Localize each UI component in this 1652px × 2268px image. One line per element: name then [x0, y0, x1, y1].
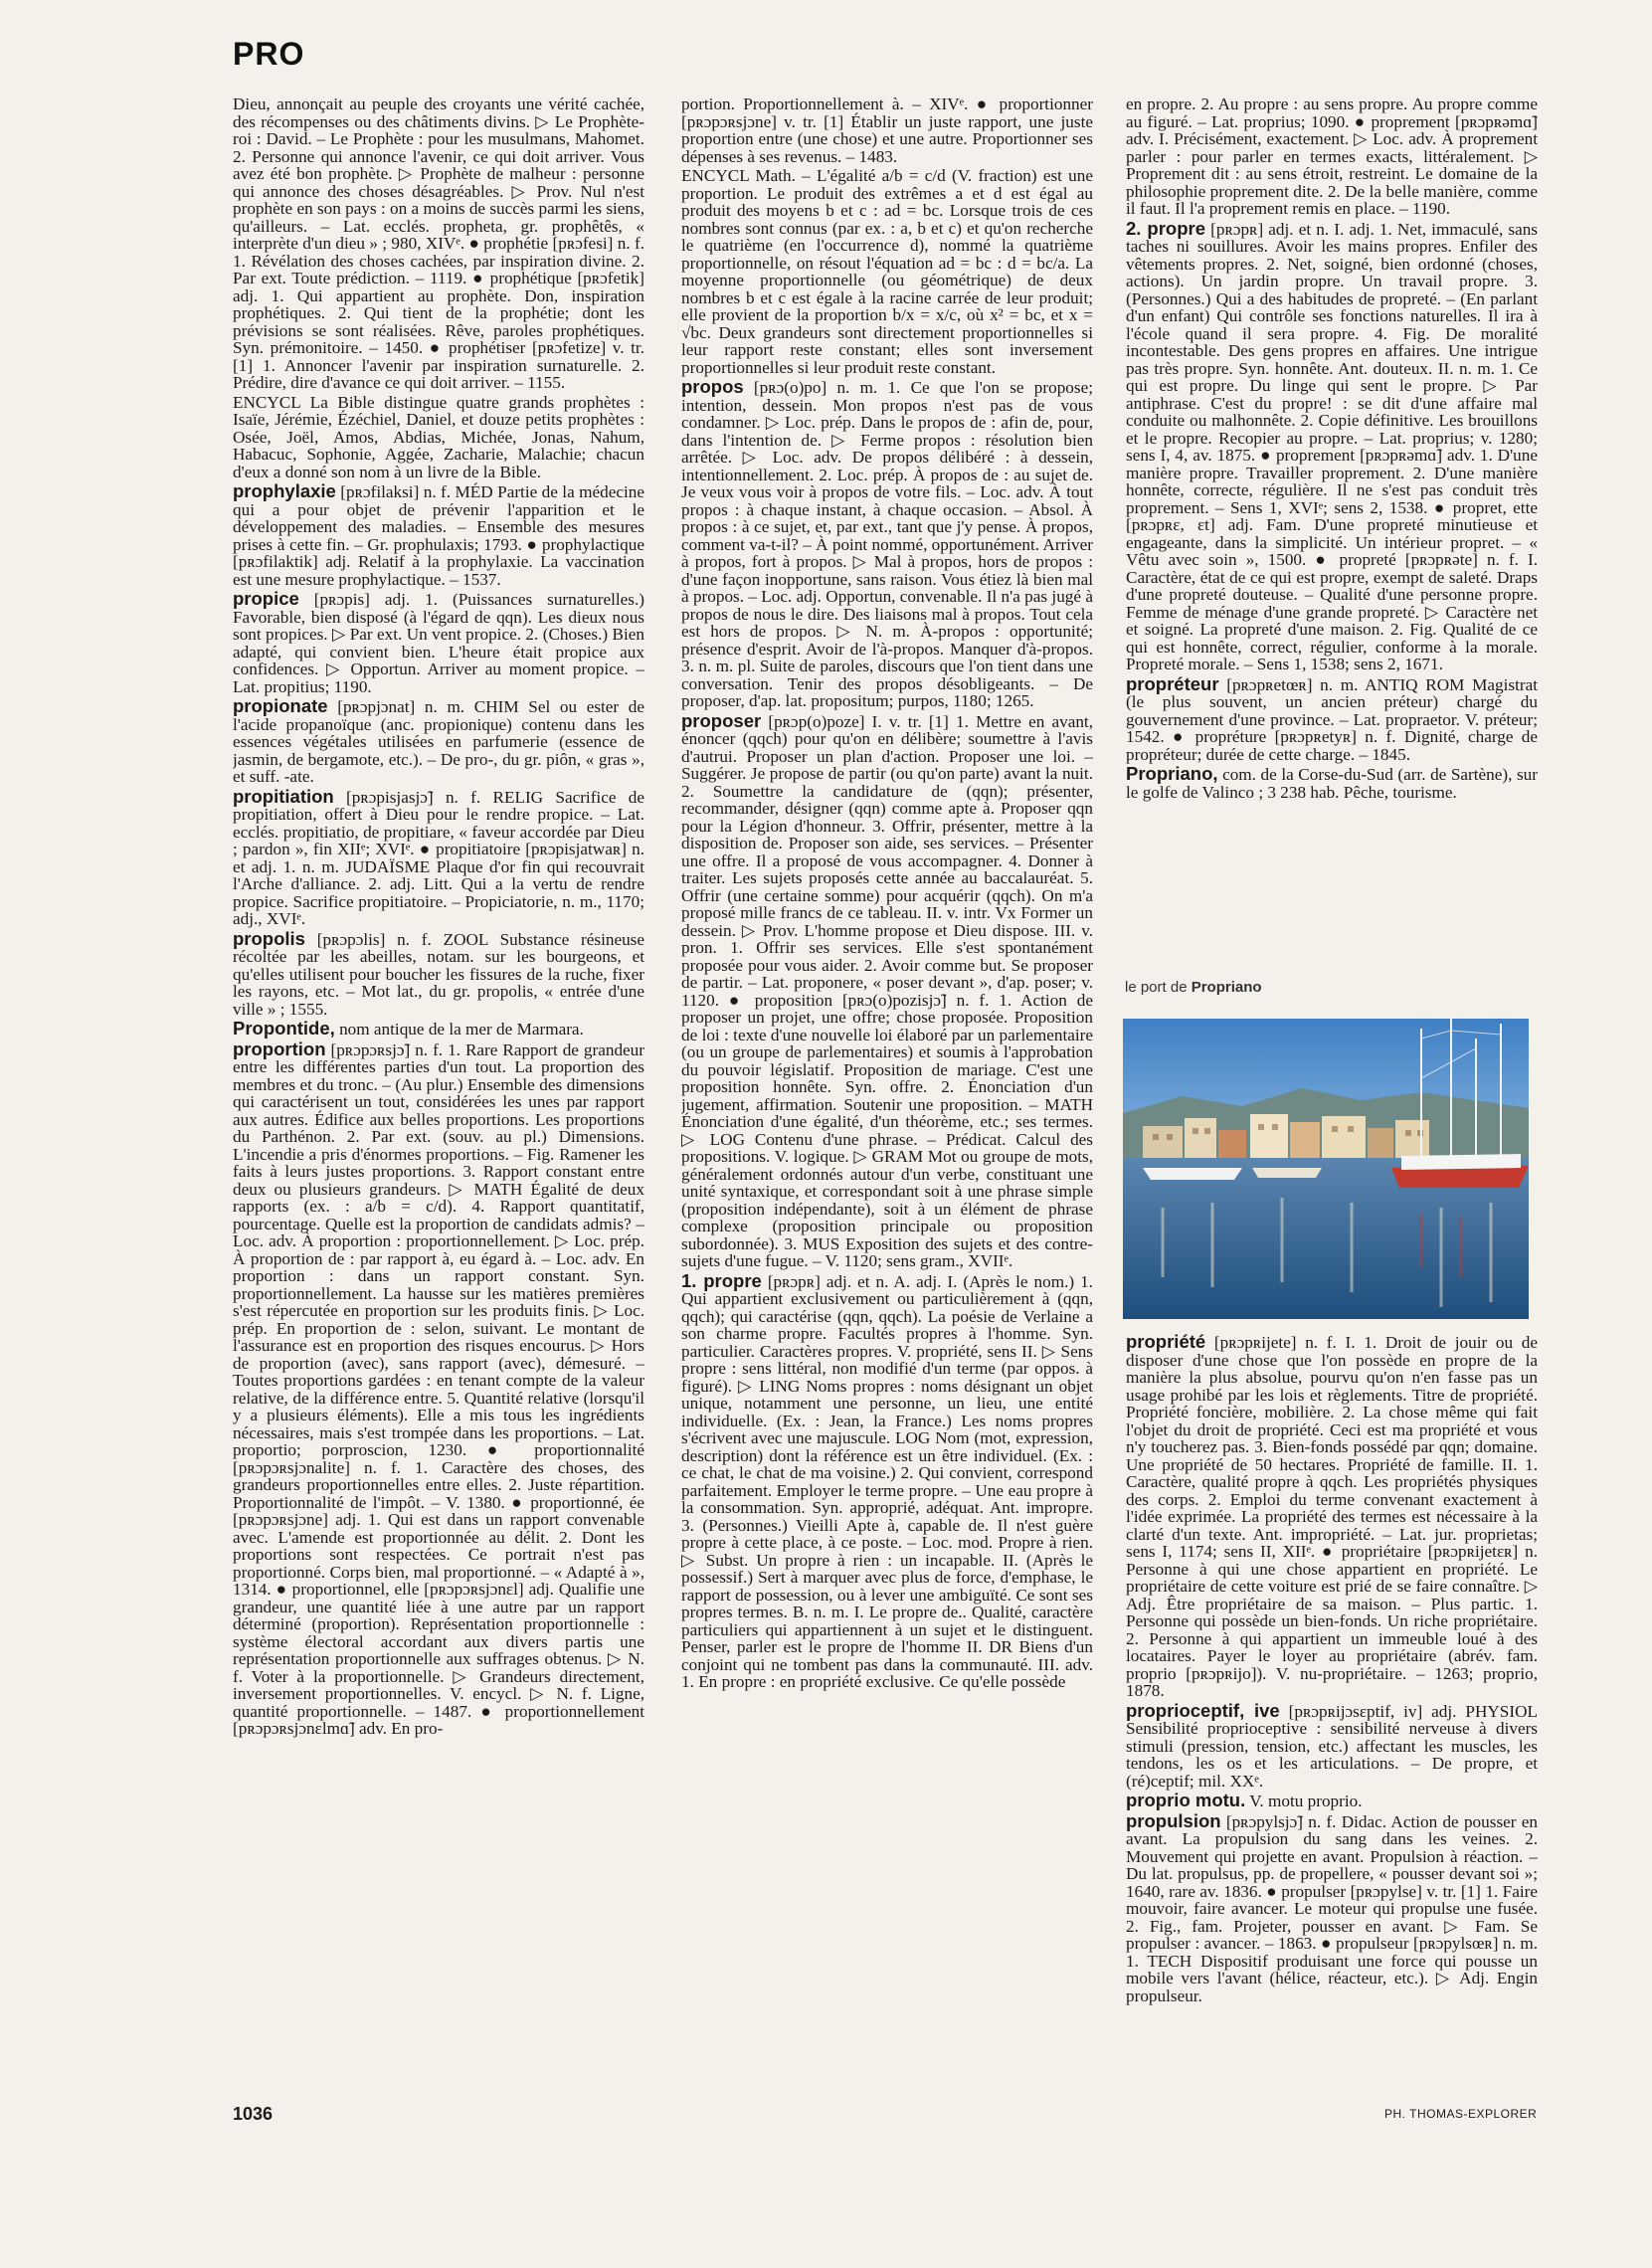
entry-text: [pʀɔ(o)po] n. m. 1. Ce que l'on se propose; intention, dessein. Mon propos n'est pas de vous condamner. ▷ Loc. prép. Dans le propos de : afin de, pour, dans l'intention de. ▷ Ferme propos : résolution bien arrêtée. ▷ Loc. adv. De propos délibéré : à dessein, intentionnellement. 2. Loc. prép. À propos de : au sujet de. Je veux vous voir à propos de votre fils. – Loc. adv. À tout propos : à chaque instant, à chaque occasion. – Absol. À propos : à ce sujet, et, par ext., tant que j'y pense. À propos, comment va-t-il? – À point nommé, opportunément. Arriver à propos, fort à propos. ▷ Mal à propos, hors de propos : d'une façon inopportune, sans raison. Vous étiez là bien mal à propos. – Loc. adj. Opportun, convenable. Il n'a pas jugé à propos de nous le dire. Des liaisons mal à propos. Tout cela est hors de propos. ▷ N. m. À-propos : opportunité; présence d'esprit. Avoir de l'à-propos. Manquer d'à-propos. 3. n. m. pl. Suite de paroles, discours que l'on tient dans une conversation. Tenir des propos désobligeants. – De proposer, d'ap. lat. propositum; purpos, 1180; 1265.	[681, 378, 1093, 710]
entry-headword: propitiation	[233, 785, 334, 807]
entry-text: com. de la Corse-du-Sud (arr. de Sartène), sur le golfe de Valinco ; 3 238 hab. Pêche, tourisme.	[1126, 765, 1538, 802]
entry-text: [pʀɔpʀ] adj. et n. I. adj. 1. Net, immaculé, sans taches ni souillures. Avoir les mains propres. Enfiler des vêtements propres. 2. Net, soigné, bien ordonné (choses, actions). Un jardin propre. Un travail propre. 3. (Personnes.) Qui a des habitudes de propreté. – (En parlant d'un enfant) Qui contrôle ses fonctions naturelles. Il ira à l'école quand il sera propre. 4. Fig. De moralité incontestable. Des gens propres en affaires. Une intrigue pas très propre. Syn. honnête. Ant. douteux. II. n. m. 1. Ce qui est propre. Du linge qui sent le propre. ▷ Par antiphrase. C'est du propre! : se dit d'une affaire mal conduite ou malhonnête. 2. Copie définitive. Les brouillons et le propre. Recopier au propre. – Lat. proprius; v. 1280; sens I, 4, av. 1875. ● proprement [pʀɔpʀəmɑ̃] adv. 1. D'une manière propre. Travailler proprement. 2. D'une manière honnête, correcte, régulière. Il ne s'est pas conduit très proprement. – Sens 1, XVIᵉ; sens 2, 1538. ● propret, ette [pʀɔpʀɛ, ɛt] adj. Fam. D'une propreté minutieuse et engageante, dans la simplicité. Un intérieur propret. – « Vêtu avec soin », 1500. ● propreté [pʀɔpʀəte] n. f. I. Caractère, état de ce qui est propre, exempt de saleté. Draps d'une propreté douteuse. – Qualité d'une personne propre. Femme de ménage d'une grande propreté. ▷ Caractère net et soigné. La propreté d'une maison. 2. Fig. Qualité de ce qui est honnête, correct, régulier, conforme à la morale. Propreté morale. – Sens 1, 1538; sens 2, 1671.	[1126, 219, 1538, 673]
entry-text: [pʀɔpylsjɔ̃] n. f. Didac. Action de pousser en avant. La propulsion du sang dans les veines. 2. Mouvement qui projette en avant. Propulsion à réaction. – Du lat. propulsus, pp. de propellere, « pousser devant soi »; 1640, rare av. 1836. ● propulser [pʀɔpylse] v. tr. [1] 1. Faire mouvoir, faire avancer. Le moteur qui propulse une fusée. 2. Fig., fam. Projeter, pousser en avant. ▷ Fam. Se propulser : avancer. – 1863. ● propulseur [pʀɔpylsœʀ] n. m. 1. TECH Dispositif produisant une force qui pousse un mobile vers l'avant (hélice, réacteur, etc.). ▷ Adj. Engin propulseur.	[1126, 1811, 1538, 2005]
photo-caption-place: Propriano	[1191, 979, 1262, 996]
entry	[681, 709, 1093, 1270]
entry	[1126, 765, 1538, 801]
photo-credit: PH. THOMAS-EXPLORER	[1384, 2107, 1538, 2121]
entry-text: [pʀɔpʀijɔsɛptif, iv] adj. PHYSIOL Sensibilité proprioceptive : sensibilité nerveuse à divers stimuli (pression, tension, etc.) affectant les muscles, les tendons, les os et les articulations. – De propre, et (ré)ceptif; mil. XXᵉ.	[1126, 1701, 1538, 1791]
entry-headword: proprio motu.	[1126, 1790, 1246, 1810]
entry-headword: propos	[681, 376, 744, 397]
entry	[233, 785, 644, 928]
entry	[1126, 1809, 1538, 2005]
entry-headword: propriété	[1126, 1333, 1206, 1352]
entry-headword: Propontide,	[233, 1018, 335, 1039]
entry-headword: proportion	[233, 1038, 326, 1059]
entry-text: [pʀɔpjɔnat] n. m. CHIM Sel ou ester de l'acide propanoïque (anc. propionique) contenu dans les essences végétales utilisées en parfumerie (essence de jasmin, de bergamote, etc.). – De pro-, du gr. piôn, « gras », et suff. -ate.	[233, 697, 644, 786]
entry-headword: proposer	[681, 709, 762, 731]
entry-headword: 1. propre	[681, 1269, 762, 1291]
column-3-bottom	[1126, 1333, 1538, 2089]
entry-headword: prophylaxie	[233, 480, 336, 501]
entry-text: nom antique de la mer de Marmara.	[334, 1020, 584, 1039]
photo-caption-prefix: le port de	[1125, 979, 1188, 996]
entry	[233, 697, 644, 786]
entry-text: portion. Proportionnellement à. – XIVᵉ. ● proportionner [pʀɔpɔʀsjɔne] v. tr. [1] Établir un juste rapport, une juste proportion entre (une chose) et une autre. Proportionner ses dépenses à ses revenus. – 1483.	[681, 95, 1093, 166]
column-1	[233, 95, 644, 2085]
entry-text: [pʀɔpɔlis] n. f. ZOOL Substance résineuse récoltée par les abeilles, notam. sur les bourgeons, et qu'elles utilisent pour boucher les fissures de la ruche, fixer les rayons, etc. – Mot lat., du gr. propolis, « entrée d'une ville » ; 1555.	[233, 929, 644, 1019]
entry	[1126, 217, 1538, 673]
encyclopedic-note: ENCYCL La Bible distingue quatre grands prophètes : Isaïe, Jérémie, Ézéchiel, Daniel, et douze petits prophètes : Osée, Joël, Amos, Abdias, Michée, Jonas, Nahum, Habacuc, Sophonie, Aggée, Zacharie, Malachie; chacun d'eux a donné son nom à un livre de la Bible.	[233, 392, 644, 481]
entry	[1126, 1792, 1538, 1810]
entry	[233, 590, 644, 695]
entry	[233, 1020, 644, 1039]
entry	[233, 482, 644, 588]
entry	[233, 1040, 644, 1738]
encyclopedic-note: ENCYCL Math. – L'égalité a/b = c/d (V. fraction) est une proportion. Le produit des extrêmes a et d est égal au produit des moyens b et c : ad = bc. Lorsque trois de ces nombres sont connus (par ex. : a, b et c) et qu'on recherche le quatrième (en l'occurrence d), nommé la quatrième proportionnelle, on résout l'équation ad = bc : d = bc/a. La moyenne proportionnelle (ou géométrique) de deux nombres b et c est égale à la racine carrée de leur produit; elle provient de la proportion b/x = x/c, où x² = bc, et x = √bc. Deux grandeurs sont directement proportionnelles si leur rapport reste constant; elles sont inversement proportionnelles si leur produit reste constant.	[681, 166, 1093, 377]
entry-text: [pʀɔpɔʀsjɔ̃] n. f. 1. Rare Rapport de grandeur entre les différentes parties d'un tout. La proportion des membres et du tronc. – (Au plur.) Ensemble des dimensions qui caractérisent un tout, considérées les unes par rapport aux autres. Édifice aux belles proportions. Les proportions du Parthénon. 2. Par ext. (souv. au pl.) Dimensions. L'incendie a pris d'énormes proportions. – Fig. Ramener les faits à leurs justes proportions. 3. Rapport constant entre deux ou plusieurs grandeurs. ▷ MATH Égalité de deux rapports (ex. : a/b = c/d). 4. Rapport quantitatif, pourcentage. Quelle est la proportion de candidats admis? – Loc. adv. À proportion : proportionnellement. ▷ Loc. prép. À proportion de : par rapport à, eu égard à. – Loc. adv. En proportion : dans un rapport constant. Syn. proportionnellement. La hausse sur les matières premières s'est répercutée en proportion sur les produits finis. ▷ Loc. prép. En proportion de : selon, suivant. Le montant de l'assurance est en proportion des risques encourus. ▷ Hors de proportion (avec), sans rapport (avec), démesuré. – Toutes proportions gardées : en tenant compte de la valeur relative, de la différence entre. 5. Quantité relative (lorsqu'il y a plusieurs éléments). Elle a mis tous les ingrédients nécessaires, mais s'est trompée dans les proportions. – Lat. proportio; porproscion, 1230. ● proportionnalité [pʀɔpɔʀsjɔnalite] n. f. 1. Caractère des choses, des grandeurs proportionnelles entre elles. 2. Juste répartition. Proportionnalité de l'impôt. – V. 1380. ● proportionné, ée [pʀɔpɔʀsjɔne] adj. 1. Qui est dans un rapport convenable avec. L'amende est proportionnée au délit. 2. Dont les proportions sont respectées. Ce portrait n'est pas proportionné. Corps bien, mal proportionné. – « Adapté à », 1314. ● proportionnel, elle [pʀɔpɔʀsjɔnɛl] adj. Qualifie une grandeur, une quantité liée à une autre par un rapport déterminé (proportion). Représentation proportionnelle : système électoral accordant aux divers partis une représentation proportionnelle aux suffrages obtenus. ▷ N. f. Voter à la proportionnelle. ▷ Grandeurs directement, inversement proportionnelles. V. encycl. ▷ N. f. Ligne, quantité proportionnelle. – 1487. ● proportionnellement [pʀɔpɔʀsjɔnɛlmɑ̃] adv. En pro-	[233, 1040, 644, 1738]
entry-headword: propolis	[233, 927, 305, 949]
photo-caption	[1125, 979, 1262, 996]
entry-headword: propulsion	[1126, 1809, 1221, 1831]
entry	[681, 1269, 1093, 1691]
entry-headword: propréteur	[1126, 672, 1219, 694]
entry-headword: 2. propre	[1126, 217, 1205, 239]
entry-headword: propionate	[233, 695, 328, 716]
entry-text: [pʀɔpʀ] adj. et n. A. adj. I. (Après le nom.) 1. Qui appartient exclusivement ou particulièrement à (qqn, qqch); qui caractérise (qqn, qqch). La poésie de Verlaine a son charme propre. Facultés propres à l'homme. Syn. particulier. Caractères propres. V. propriété, sens II. ▷ Sens propre : sens littéral, non modifié d'un terme (par oppos. à figuré). ▷ LING Noms propres : noms désignant un objet unique, notamment une personne, un lieu, une entité individuelle. (Ex. : Jean, la France.) Les noms propres s'écrivent avec une majuscule. LOG Nom (mot, expression, description) dont la référence est un être individuel. (Ex. : ce chat, le chat de ma voisine.) 2. Qui convient, correspond parfaitement. Employer le terme propre. – Une eau propre à la consommation. Syn. approprié, adéquat. Ant. impropre. 3. (Personnes.) Vieilli Apte à, capable de. Il n'est guère propre à cette place, à ce poste. – Loc. mod. Propre à rien. ▷ Subst. Un propre à rien : un incapable. II. (Après le possessif.) Sert à marquer avec plus de force, d'emphase, le rapport de possession, ou à lever une ambiguïté. Ce sont ses propres termes. B. n. m. I. Le propre de.. Qualité, caractère particuliers qui appartiennent à un sujet et le distinguent. Penser, parler est le propre de l'homme II. DR Biens d'un conjoint qui ne tombent pas dans la communauté. III. adv. 1. En propre : en propriété exclusive. Ce qu'elle possède	[681, 1271, 1093, 1691]
entry-text: [pʀɔpʀijete] n. f. I. 1. Droit de jouir ou de disposer d'une chose que l'on possède en propre de la manière la plus absolue, pourvu qu'on n'en fasse pas un usage prohibé par les lois et règlements. Titre de propriété. Propriété foncière, mobilière. 2. La chose même qui fait l'objet du droit de propriété. Ceci est ma propriété et vous n'y toucherez pas. 3. Bien-fonds possédé par qqn; domaine. Une propriété de 50 hectares. Propriété de famille. II. 1. Caractère, qualité propre à qqch. Les propriétés physiques des corps. 2. Emploi du terme convenant exactement à l'idée exprimée. La propriété des termes est nécessaire à la clarté d'un texte. Ant. impropriété. – Lat. jur. proprietas; sens I, 1174; sens II, XIIᵉ. ● propriétaire [pʀɔpʀijetɛʀ] n. Personne à qui une chose appartient en propriété. Le propriétaire de cette voiture est prié de se faire connaître. ▷ Adj. Être propriétaire de sa maison. – Plus partic. 1. Personne qui possède un bien-fonds. Un riche propriétaire. 2. Personne à qui appartient un immeuble loué à des locataires. Payer le loyer au propriétaire (abrév. fam. proprio [pʀɔpʀijo]). V. nu-propriétaire. – 1263; proprio, 1878.	[1126, 1333, 1538, 1700]
entry-headword: propice	[233, 588, 299, 609]
page-header-word: PRO	[233, 36, 305, 72]
entry-text: [pʀɔpisjasjɔ̃] n. f. RELIG Sacrifice de propitiation, offert à Dieu pour le rendre propice. – Lat. ecclés. propitiatio, de propitiare, « faveur accordée par Dieu ; pardon », fin XIIᵉ; XVIᵉ. ● propitiatoire [pʀɔpisjatwaʀ] n. et adj. 1. n. m. JUDAÏSME Plaque d'or fin qui recouvrait l'Arche d'alliance. 2. adj. Litt. Qui a la vertu de rendre propice. Sacrifice propitiatoire. – Propiciatorie, n. m., 1170; adj., XVIᵉ.	[233, 787, 644, 928]
entry-text: [pʀɔp(o)poze] I. v. tr. [1] 1. Mettre en avant, énoncer (qqch) pour qu'on en délibère; soumettre à l'avis d'autrui. Proposer un plan d'action. Proposer une loi. – Suggérer. Je propose de partir (ou qu'on parte) avant la nuit. 2. Soumettre la candidature de (qqn); présenter, recommander, désigner (qqn) comme apte à. Proposer qqn pour la Légion d'honneur. 3. Offrir, présenter, mettre à la disposition de. Proposer son aide, ses services. – Présenter une offre. Il a proposé de vous accompagner. 4. Donner à traiter. Les sujets proposés cette année au baccalauréat. 5. Offrir (une certaine somme) pour acquérir (qqch). On m'a proposé mille francs de ce tableau. II. v. intr. Vx Former un dessein. ▷ Prov. L'homme propose et Dieu dispose. III. v. pron. 1. Offrir ses services. Elle s'est spontanément proposée pour vous aider. 2. Avoir comme but. Se proposer de partir. – Lat. proponere, « poser devant », d'ap. poser; v. 1120. ● proposition [pʀɔ(o)pozisjɔ̃] n. f. 1. Action de proposer un projet, une offre; chose proposée. Proposition de loi : texte d'une nouvelle loi élaboré par un parlementaire (ou un groupe de parlementaires) et soumis à l'approbation du pouvoir législatif. Proposition de mariage. C'est une proposition honnête. Syn. offre. 2. Énonciation d'un jugement, affirmation. Soutenir une proposition. – MATH Énonciation d'une égalité, d'un théorème, etc.; ses termes. ▷ LOG Contenu d'une phrase. – Prédicat. Calcul des propositions. V. logique. ▷ GRAM Mot ou groupe de mots, généralement ordonnés autour d'un verbe, constituant une unité syntaxique, et correspondant soit à une phrase simple (proposition indépendante), soit à un élément de phrase complexe (proposition principale ou proposition subordonnée). 3. MUS Exposition des sujets et des contre-sujets d'une fugue. – V. 1120; sens gram., XVIIᵉ.	[681, 711, 1093, 1270]
entry	[1126, 1699, 1538, 1791]
column-2	[681, 95, 1093, 2085]
entry-headword: proprioceptif, ive	[1126, 1699, 1280, 1721]
entry	[1126, 672, 1538, 764]
column-3-top	[1126, 95, 1538, 971]
entry-text: [pʀɔpʀetœʀ] n. m. ANTIQ ROM Magistrat (le plus souvent, un ancien préteur) chargé du gouvernement d'une province. – Lat. propraetor. V. préteur; 1542. ● propréture [pʀɔpʀetyʀ] n. f. Dignité, charge de propréteur; durée de cette charge. – 1845.	[1126, 674, 1538, 764]
entry-headword: Propriano,	[1126, 763, 1218, 784]
entry-text: en propre. 2. Au propre : au sens propre. Au propre comme au figuré. – Lat. proprius; 1090. ● proprement [pʀɔpʀəmɑ̃] adv. I. Précisément, exactement. ▷ Loc. adv. À proprement parler : pour parler en termes exacts, littéralement. ▷ Proprement dit : au sens étroit, restreint. Le domaine de la philosophie proprement dite. 2. De la belle manière, comme il faut. Il l'a proprement remis en place. – 1190.	[1126, 95, 1538, 218]
harbor-photo	[1123, 1019, 1529, 1319]
entry-text: [pʀɔfilaksi] n. f. MÉD Partie de la médecine qui a pour objet de prévenir l'apparition et le développement des maladies. – Ensemble des mesures prises à cette fin. – Gr. prophulaxis; 1793. ● prophylactique [pʀɔfilaktik] adj. Relatif à la prophylaxie. La vaccination est une mesure prophylactique. – 1537.	[233, 482, 644, 589]
entry	[681, 378, 1093, 710]
entry-text: Dieu, annonçait au peuple des croyants une vérité cachée, des récompenses ou des châtiments divins. ▷ Le Prophète-roi : David. – Le Prophète : pour les musulmans, Mahomet. 2. Personne qui annonce l'avenir, ce qui doit arriver. Vous avez été bon prophète. ▷ Prophète de malheur : personne qui annonce des choses désagréables. ▷ Prov. Nul n'est prophète en son pays : on a moins de succès parmi les siens, qu'ailleurs. – Lat. ecclés. propheta, gr. prophêtês, « interprète d'un dieu » ; 980, XIVᵉ. ● prophétie [pʀɔfesi] n. f. 1. Révélation des choses cachées, par inspiration divine. 2. Par ext. Toute prédiction. – 1119. ● prophétique [pʀɔfetik] adj. 1. Qui appartient au prophète. Don, inspiration prophétiques. 2. Qui tient de la prophétie; dont les prévisions se sont réalisées. Rêve, paroles prophétiques. Syn. prémonitoire. – 1450. ● prophétiser [pʀɔfetize] v. tr. [1] 1. Annoncer l'avenir par inspiration surnaturelle. 2. Prédire, dire d'avance ce qui doit arriver. – 1155.	[233, 95, 644, 392]
entry	[233, 927, 644, 1019]
entry	[1126, 1333, 1538, 1700]
page-number: 1036	[233, 2104, 274, 2124]
entry-text: V. motu proprio.	[1245, 1792, 1363, 1810]
entry-text: [pʀɔpis] adj. 1. (Puissances surnaturelles.) Favorable, bien disposé (à l'égard de qqn). Les dieux nous sont propices. ▷ Par ext. Un vent propice. 2. (Choses.) Bien adapté, qui convient bien. L'heure était propice aux confidences. ▷ Opportun. Arriver au moment propice. – Lat. propitius; 1190.	[233, 590, 644, 696]
harbor-photo-illustration	[1123, 1019, 1529, 1319]
